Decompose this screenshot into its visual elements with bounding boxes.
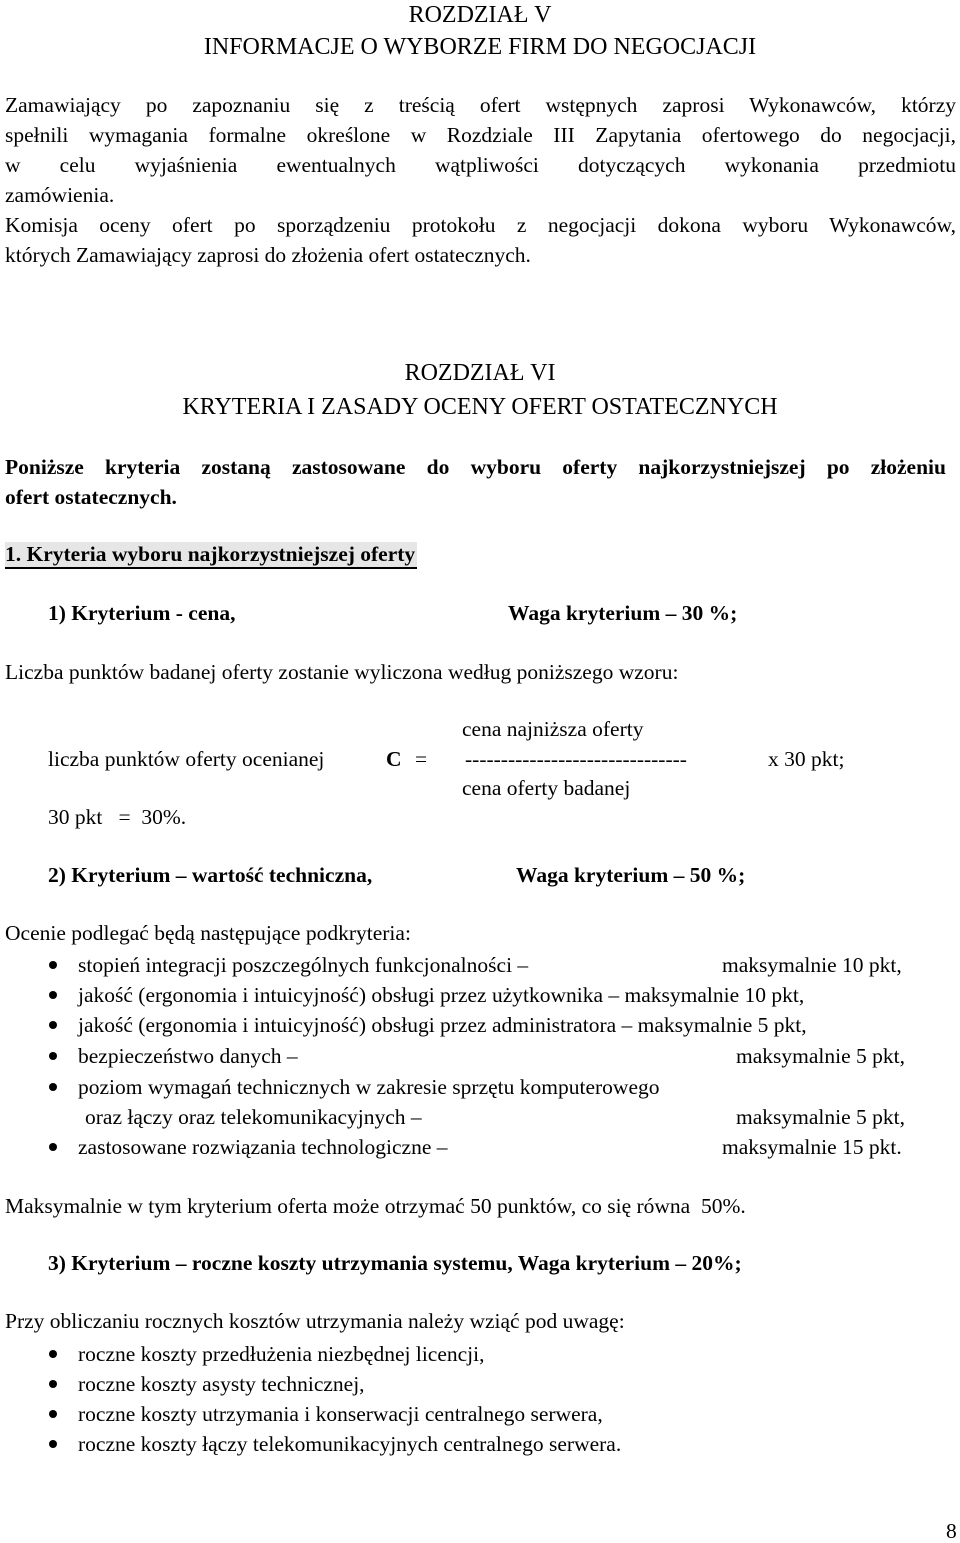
list-item: jakość (ergonomia i intuicyjność) obsługi przez użytkownika – maksymalnie 10 pkt,: [78, 983, 805, 1007]
chapter-5-title: ROZDZIAŁ V: [408, 2, 552, 28]
criterion-2-weight: Waga kryterium – 50 %;: [516, 863, 746, 887]
list-item-points: maksymalnie 15 pkt.: [722, 1135, 902, 1159]
paragraph-line: Zamawiający po zapoznaniu się z treścią ofert wstępnych zaprosi Wykonawców, którzy: [5, 93, 956, 117]
list-item-continuation: oraz łączy oraz telekomunikacyjnych –: [85, 1105, 422, 1129]
criterion-3-label: 3) Kryterium – roczne koszty utrzymania systemu, Waga kryterium – 20%;: [48, 1251, 742, 1275]
section-heading: [5, 544, 417, 566]
list-item: jakość (ergonomia i intuicyjność) obsługi przez administratora – maksymalnie 5 pkt,: [78, 1013, 807, 1037]
paragraph-line: zamówienia.: [5, 183, 115, 207]
bullet-icon: [49, 1410, 57, 1418]
bullet-icon: [49, 1380, 57, 1388]
list-item: roczne koszty utrzymania i konserwacji centralnego serwera,: [78, 1402, 603, 1426]
formula-symbol: C: [386, 747, 402, 771]
formula-multiplier: x 30 pkt;: [768, 747, 845, 771]
criterion-1-weight: Waga kryterium – 30 %;: [508, 601, 738, 625]
chapter-6-title: ROZDZIAŁ VI: [404, 360, 556, 386]
criterion-2-label: 2) Kryterium – wartość techniczna,: [48, 863, 373, 887]
section-heading-text: 1. Kryteria wyboru najkorzystniejszej oferty: [5, 542, 417, 569]
list-item: roczne koszty łączy telekomunikacyjnych centralnego serwera.: [78, 1432, 622, 1456]
list-item: bezpieczeństwo danych –: [78, 1044, 298, 1068]
bullet-icon: [49, 1021, 57, 1029]
list-item: roczne koszty asysty technicznej,: [78, 1372, 365, 1396]
list-item: zastosowane rozwiązania technologiczne –: [78, 1135, 448, 1159]
paragraph-line: w celu wyjaśnienia ewentualnych wątpliwości dotyczących wykonania przedmiotu: [5, 153, 956, 177]
formula-equals: =: [415, 747, 428, 771]
formula-lhs: liczba punktów oferty ocenianej: [48, 747, 325, 771]
bullet-icon: [49, 1052, 57, 1060]
criterion-1-label: 1) Kryterium - cena,: [48, 601, 236, 625]
chapter-5-subtitle: INFORMACJE O WYBORZE FIRM DO NEGOCJACJI: [203, 34, 757, 60]
list-item-points: maksymalnie 5 pkt,: [736, 1044, 905, 1068]
intro-line: Poniższe kryteria zostaną zastosowane do wyboru oferty najkorzystniejszej po złożeniu: [5, 455, 946, 479]
criterion-2-intro: Ocenie podlegać będą następujące podkryteria:: [5, 921, 411, 945]
formula-note: 30 pkt = 30%.: [48, 805, 187, 829]
bullet-icon: [49, 1350, 57, 1358]
bullet-icon: [49, 1083, 57, 1091]
list-item: stopień integracji poszczególnych funkcjonalności –: [78, 953, 529, 977]
formula-numerator: cena najniższa oferty: [462, 717, 644, 741]
bullet-icon: [49, 991, 57, 999]
page-number: 8: [946, 1519, 957, 1543]
formula-denominator: cena oferty badanej: [462, 776, 631, 800]
bullet-icon: [49, 1440, 57, 1448]
paragraph-line: spełnili wymagania formalne określone w Rozdziale III Zapytania ofertowego do negocjacji,: [5, 123, 956, 147]
bullet-icon: [49, 961, 57, 969]
paragraph-line: Komisja oceny ofert po sporządzeniu protokołu z negocjacji dokona wyboru Wykonawców,: [5, 213, 956, 237]
intro-line: ofert ostatecznych.: [5, 485, 177, 509]
list-item: poziom wymagań technicznych w zakresie sprzętu komputerowego: [78, 1075, 660, 1099]
chapter-6-subtitle: KRYTERIA I ZASADY OCENY OFERT OSTATECZNYCH: [182, 394, 778, 420]
criterion-2-summary: Maksymalnie w tym kryterium oferta może otrzymać 50 punktów, co się równa 50%.: [5, 1194, 746, 1218]
bullet-icon: [49, 1143, 57, 1151]
list-item-points: maksymalnie 5 pkt,: [736, 1105, 905, 1129]
criterion-1-description: Liczba punktów badanej oferty zostanie wyliczona według poniższego wzoru:: [5, 660, 679, 684]
list-item: roczne koszty przedłużenia niezbędnej licencji,: [78, 1342, 485, 1366]
formula-fraction-bar: -------------------------------: [465, 747, 687, 771]
paragraph-line: których Zamawiający zaprosi do złożenia ofert ostatecznych.: [5, 243, 531, 267]
criterion-3-intro: Przy obliczaniu rocznych kosztów utrzymania należy wziąć pod uwagę:: [5, 1309, 625, 1333]
list-item-points: maksymalnie 10 pkt,: [722, 953, 902, 977]
